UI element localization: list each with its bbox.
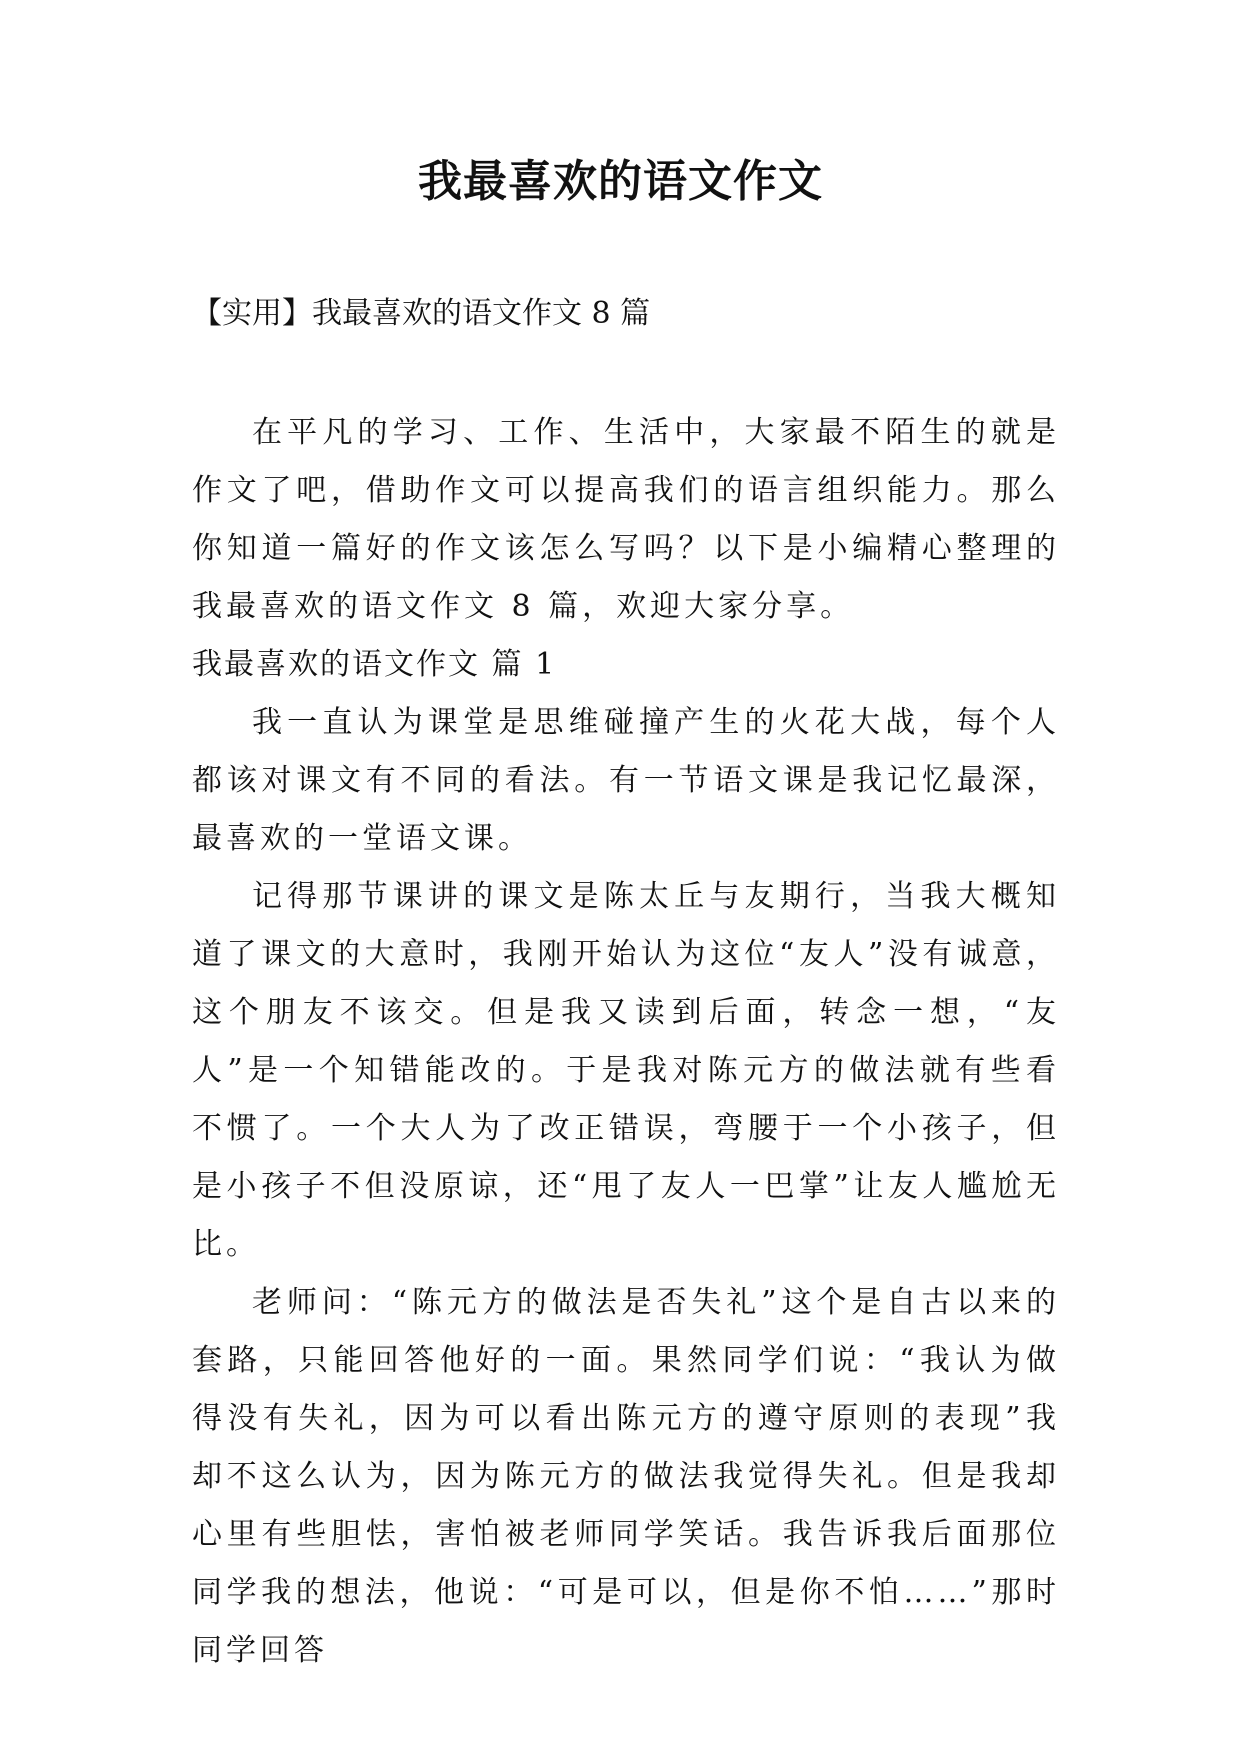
section1-paragraph-3: 老师问：“陈元方的做法是否失礼”这个是自古以来的套路，只能回答他好的一面。果然同学们说：“我认为做得没有失礼，因为可以看出陈元方的遵守原则的表现”我却不这么认为，因为陈元方的做法我觉得失礼。但是我却心里有些胆怯，害怕被老师同学笑话。我告诉我后面那位同学我的想法，他说：“可是可以，但是你不怕……”那时同学回答 [192,1285,1060,1668]
intro-paragraph: 在平凡的学习、工作、生活中，大家最不陌生的就是作文了吧，借助作文可以提高我们的语言组织能力。那么你知道一篇好的作文该怎么写吗？以下是小编精心整理的我最喜欢的语文作文 8 篇，欢迎大家分享。 [192,415,1060,624]
document-body [192,404,1060,1680]
document-title: 我最喜欢的语文作文 [418,156,823,207]
section-heading-1: 我最喜欢的语文作文 篇 1 [192,647,557,682]
section1-paragraph-2: 记得那节课讲的课文是陈太丘与友期行，当我大概知道了课文的大意时，我刚开始认为这位“友人”没有诚意，这个朋友不该交。但是我又读到后面，转念一想，“友人”是一个知错能改的。于是我对陈元方的做法就有些看不惯了。一个大人为了改正错误，弯腰于一个小孩子，但是小孩子不但没原谅，还“甩了友人一巴掌”让友人尴尬无比。 [192,879,1060,1262]
section1-paragraph-1: 我一直认为课堂是思维碰撞产生的火花大战，每个人都该对课文有不同的看法。有一节语文课是我记忆最深，最喜欢的一堂语文课。 [192,705,1060,856]
document-subtitle: 【实用】我最喜欢的语文作文 8 篇 [192,296,651,331]
